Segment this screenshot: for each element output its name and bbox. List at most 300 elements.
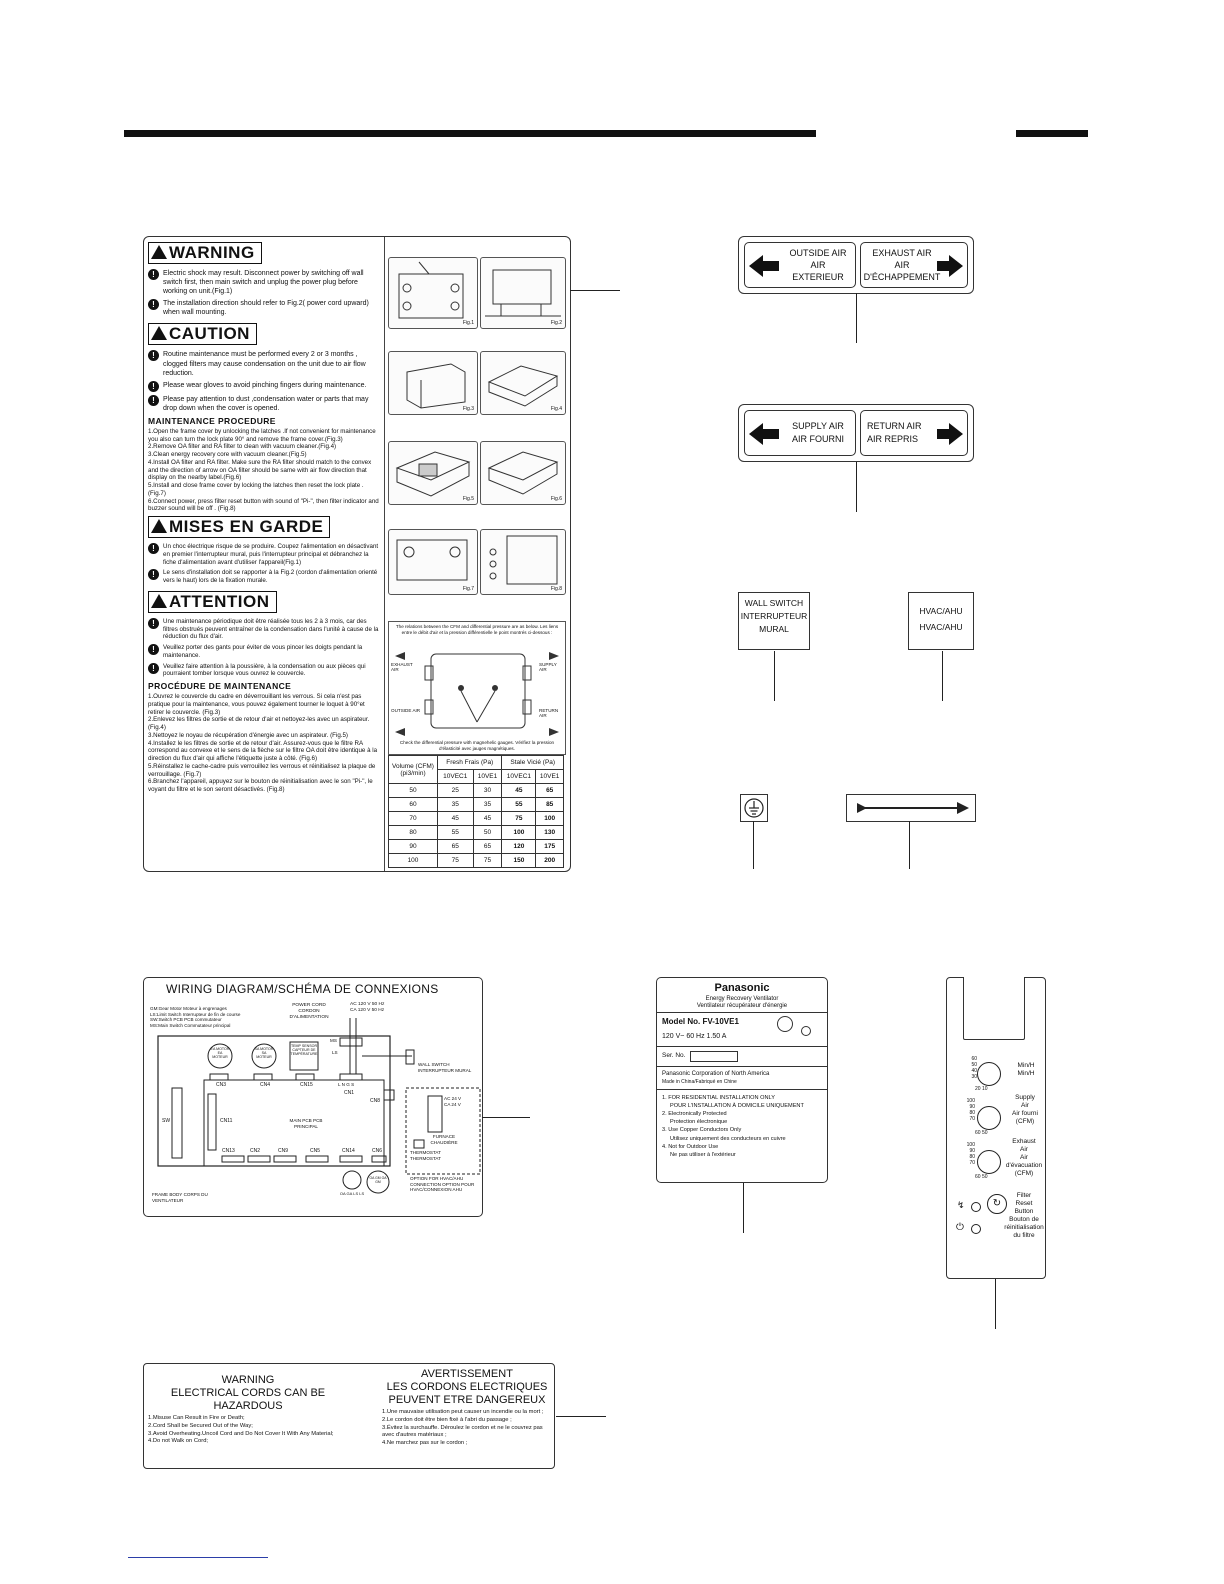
supply-air-line: SUPPLY AIR [792,421,844,431]
note-line: 1. FOR RESIDENTIAL INSTALLATION ONLY [662,1095,775,1101]
leader-line [909,821,910,869]
table-cell: 50 [473,826,502,840]
pressure-diagram [388,621,566,755]
attention-item: ! Une maintenance périodique doit être réalisée tous les 2 à 3 mois, car des filtres obstrués peuvent entraîner de la condensation dans l'unité à cause de la réduction du flux d'air. [148,618,382,641]
maintenance-step: 5.Install and close frame cover by locking the latches then reset the lock plate . (Fig.7) [148,482,364,497]
en-item: 3.Avoid Overheating.Uncoil Cord and Do Not Cover It With Any Material; [148,1430,334,1437]
warning-item: ! The installation direction should refer to Fig.2( power cord upward) when wall mounting. [148,299,382,317]
table-cell: 35 [473,798,502,812]
table-cell: 35 [438,798,474,812]
knob-scale [953,1098,975,1122]
supply-air-knob[interactable] [977,1106,1001,1130]
leader-line [482,1117,530,1118]
reset-label-line: Filter [1016,1192,1032,1199]
supply-return-label [738,404,974,462]
exhaust-air-line: AIR [894,260,910,270]
table-cell: 60 [389,798,438,812]
note-line: POUR L'INSTALLATION À DOMICILE UNIQUEMENT [670,1103,804,1110]
bottom-gm-text: OA GM OA GM [369,1176,387,1185]
reset-label-line: Button [1014,1208,1034,1215]
figure-label: Fig.5 [462,496,474,502]
supply-air-box [744,410,856,456]
ls-text: LS [332,1050,338,1055]
exclamation-icon: ! [148,299,159,310]
table-cell: 75 [438,854,474,868]
table-cell: 200 [536,854,564,868]
furnace-text: FURNACE CHAUDIÈRE [430,1134,458,1145]
knob-label-line: Air [1020,1146,1028,1153]
reset-label-line: du filtre [1013,1232,1035,1239]
caution-item: ! Please wear gloves to avoid pinching fingers during maintenance. [148,381,382,392]
leader-line [995,1279,996,1329]
volume-header: Volume (CFM) (pi3/min) [389,756,438,784]
ac24-line: CA 24 V [444,1101,461,1107]
figure-label: Fig.2 [550,320,562,326]
knob-label-line: Min/H [1017,1070,1035,1077]
scale-value: 30 [971,1074,977,1080]
model-header: 10VE1 [536,770,564,784]
knob-label-line: d'évacuation [1005,1162,1043,1169]
leader-line [942,651,943,701]
caution-item: ! Please pay attention to dust ,condensation water or parts that may drop down when the cover is opened. [148,395,382,413]
maintenance-title: MAINTENANCE PROCEDURE [148,415,276,426]
warning-item: ! Electric shock may result. Disconnect power by switching off wall switch first, then main switch and unplug the power plug before working on unit.(Fig.1) [148,269,382,296]
connector-label: CN15 [300,1082,313,1088]
exhaust-air-label [1003,1138,1045,1178]
wall-switch-line: INTERRUPTEUR [740,611,808,621]
exclamation-icon: ! [148,350,159,361]
scale-value: 80 [969,1154,975,1160]
exclamation-icon: ! [148,569,159,580]
filter-indicator-icon: ↯ [957,1200,965,1210]
figure-4 [480,351,566,415]
leader-line [556,1416,606,1417]
table-cell: 85 [536,798,564,812]
leader-line [570,290,620,291]
serial-box [690,1051,738,1062]
table-row [389,854,564,868]
scale-value: 80 [969,1110,975,1116]
en-item: 1.Misuse Can Result in Fire or Death; [148,1415,245,1421]
corp-text: Panasonic Corporation of North America [662,1071,770,1077]
serial-label: Ser. No. [662,1052,686,1059]
reset-label-line: Bouton de [1009,1216,1039,1223]
diagram-label-exhaust: EXHAUST AIR [391,662,413,672]
exclamation-icon: ! [148,395,159,406]
table-row [389,784,564,798]
connector-label: CN3 [216,1082,227,1088]
return-air-text [867,420,927,446]
table-cell: 75 [502,812,536,826]
fr-item: 2.Le cordon doit être bien fixé à l'abri du passage ; [382,1416,512,1423]
table-cell: 50 [389,784,438,798]
note-line: 2. Electronically Protected [662,1111,727,1118]
mises-item: ! Un choc électrique risque de se produire. Coupez l'alimentation en désactivant en premier l'interrupteur mural, puis l'interrupteur principal et débranchez la fiche d'alimentation avant d'utiliser l'appareil(Fig.1) [148,543,382,566]
legend-line: GM:Gear Motor Moteur à engrenages [150,1006,227,1011]
frame-body-text: FRAME BODY CORPS DU VENTILATEUR [152,1192,208,1203]
figure-label: Fig.1 [462,320,474,326]
bottom-lsls-text: OA GA LS LS [339,1191,365,1196]
procedure-step: 4.Installez le les filtres de sortie et de retour d'air. Assurez-vous que le filtre RA correspond au convexe et le sens de la flèche sur le filtre OA doit être identique à la direction du flux d'air qui affiche l'étiquette juste à côté. (Fig.6) [148,739,378,763]
outside-exhaust-label [738,236,974,294]
procedure-step: 5.Réinstallez le cache-cadre puis verrouillez les verrous et réinitialisez la plaque de verrouillage. (Fig.7) [148,762,376,778]
warning-heading: WARNING [148,242,262,264]
mises-en-garde-heading: MISES EN GARDE [148,516,330,538]
figure-label: Fig.3 [462,406,474,412]
legend-line: LS:Limit Switch Interrupteur de fin de course [150,1011,241,1017]
figure-5 [388,441,478,505]
reset-label-line: Reset [1015,1200,1033,1207]
table-cell: 80 [389,826,438,840]
ea-motor-text: EA MOTOR EA MOTEUR [210,1047,230,1059]
etl-mark-icon [777,1016,793,1032]
en-item: 4.Do not Walk on Cord; [148,1438,209,1445]
warning-triangle-icon [151,594,167,608]
table-cell: 65 [536,784,564,798]
scale-value: 100 [966,1098,975,1104]
procedure-step: 2.Enlevez les filtres de sortie et de retour d'air et nettoyez-les avec un aspirateur. (Fig.4) [148,716,370,732]
table-cell: 65 [438,840,474,854]
unit-drawing-icon [481,530,565,594]
panel-notch [963,977,1025,1040]
knob-scale [975,1086,988,1092]
exhaust-air-line: EXHAUST AIR [872,248,932,258]
diagram-label-supply: SUPPLY AIR [539,662,557,672]
connector-label: CN6 [372,1148,383,1154]
scale-value: 70 [969,1160,975,1166]
figure-label: Fig.6 [550,496,562,502]
table-cell: 55 [438,826,474,840]
knob-label-line: Air [1020,1154,1028,1161]
table-cell: 25 [438,784,474,798]
scale-value: 90 [969,1148,975,1154]
power-cord-text: POWER CORD CORDON D'ALIMENTATION [289,1003,329,1020]
unit-drawing-icon [389,352,477,414]
unit-drawing-icon [481,258,565,328]
supply-air-label [1005,1094,1045,1126]
fr-title-line: LES CORDONS ELECTRIQUES [386,1381,548,1393]
model-header: 10VE1 [473,770,502,784]
unit-drawing-icon [389,258,477,328]
pressure-footer: Check the differential pressure with magnehelic gauges. Vérifiez la pression d'élasticité avec jauges magnétiques. [399,740,555,751]
figure-1 [388,257,478,329]
figure-label: Fig.8 [550,586,562,592]
exclamation-icon: ! [148,663,159,674]
certification-mark-icon [801,1026,811,1036]
wall-switch-line: MURAL [759,624,789,634]
scale-value: 50 [981,1174,988,1180]
divider [657,1046,827,1047]
knob-label-line: Air [1021,1102,1029,1109]
outside-air-text [781,247,855,283]
cord-warning-fr [382,1368,552,1448]
unit-drawing-icon [389,442,477,504]
column-divider [384,237,385,871]
table-cell: 100 [536,812,564,826]
scale-value: 70 [969,1116,975,1122]
model-number: Model No. FV-10VE1 [662,1017,739,1026]
warning-label-panel [143,236,571,872]
fr-title-line: PEUVENT ETRE DANGEREUX [388,1394,546,1406]
hvac-line: HVAC/AHU [919,622,963,632]
table-cell: 100 [502,826,536,840]
figure-6 [480,441,566,505]
exclamation-icon: ! [148,543,159,554]
connector-label: CN2 [250,1148,261,1154]
en-title-line: WARNING [221,1374,275,1386]
note-line: 4. Not for Outdoor Use [662,1143,719,1150]
supply-air-line: AIR FOURNI [791,434,844,444]
procedure-title: PROCÉDURE DE MAINTENANCE [148,681,292,692]
scale-value: 60 [971,1056,977,1062]
table-cell: 90 [389,840,438,854]
leader-line [856,462,857,512]
table-cell: 55 [502,798,536,812]
outside-air-line: OUTSIDE AIR [789,248,847,258]
connector-label: CN4 [260,1082,271,1088]
unit-drawing-icon [389,530,477,594]
ac24-line: AC 24 V [444,1096,462,1101]
caution-heading: CAUTION [148,323,257,345]
maintenance-step: 3.Clean energy recovery core with vacuum cleaner.(Fig.5) [148,451,307,459]
hvac-line: HVAC/AHU [919,606,963,616]
scale-value: 90 [969,1104,975,1110]
scale-value: 60 [975,1174,981,1180]
scale-value: 50 [971,1062,977,1068]
table-cell: 75 [473,854,502,868]
filter-reset-button[interactable]: ↻ [987,1194,1007,1214]
leader-line [743,1183,744,1233]
diagram-label-return: RETURN AIR [539,708,559,718]
nameplate-subtitle: Energy Recovery Ventilator [705,996,779,1002]
table-cell: 150 [502,854,536,868]
table-row [389,840,564,854]
note-line: Ne pas utiliser à l'extérieur [670,1151,736,1158]
ac-line: AC 120 V 50 Hz [350,1002,385,1007]
leader-line [753,821,754,869]
lngs-text: L N G S [338,1082,355,1087]
reset-label-line: réinitialisation [1004,1224,1044,1231]
unit-drawing-icon [481,352,565,414]
made-text: Made in China/Fabriqué en Chine [662,1079,737,1085]
legend-line: MS:Main Switch Commutateur principal [150,1023,231,1029]
divider [657,1066,827,1067]
model-header: 10VEC1 [502,770,536,784]
outside-air-box [744,242,856,288]
arrow-left-icon [749,423,779,445]
arrow-left-icon [749,255,779,277]
control-panel-label [946,977,1046,1279]
table-cell: 30 [473,784,502,798]
pressure-note: The relations between the CFM and differential pressure are as below. Les liens entre le débit d'air et la pression différentielle le point montrés ci-dessous : [395,624,559,635]
ground-symbol-label [740,794,768,822]
connector-label: CN9 [278,1148,289,1154]
sw-text: SW [162,1118,171,1124]
main-pcb-text: MAIN PCB PCB PRINCIPAL [289,1118,323,1129]
supply-air-text [781,420,855,446]
en-item: 2.Cord Shall be Secured Out of the Way; [148,1422,253,1429]
procedure-step: 1.Ouvrez le couvercle du cadre en déverrouillant les verrous. Si cela n'est pas pratique pour la maintenance, vous pouvez également tourner le loquet à 90°et retirer le couvercle. (Fig.3) [148,693,365,716]
ground-icon [741,795,767,821]
exclamation-icon: ! [148,381,159,392]
note-line: Utilisez uniquement des conducteurs en cuivre [670,1135,786,1142]
knob-label-line: Supply [1015,1094,1035,1101]
exhaust-air-box [860,242,968,288]
nameplate-subtitle-fr: Ventilateur récupérateur d'énergie [696,1003,788,1009]
fresh-header: Fresh Frais (Pa) [438,756,502,770]
exclamation-icon: ! [148,644,159,655]
table-cell: 65 [473,840,502,854]
leader-line [856,293,857,343]
scale-value: 10 [981,1086,988,1092]
warning-triangle-icon [151,245,167,259]
table-cell: 45 [438,812,474,826]
exclamation-icon: ! [148,269,159,280]
table-header-row [389,756,564,770]
divider [657,1012,827,1013]
cfm-pressure-table [388,755,564,868]
return-air-box [860,410,968,456]
figure-2 [480,257,566,329]
airflow-arrow-icon [847,795,975,821]
exhaust-air-line: D'ÉCHAPPEMENT [863,272,941,282]
maintenance-step: 4.Install OA filter and RA filter. Make sure the RA filter should match to the convex and the direction of arrow on OA filter should be same with air flow direction that display on the nearby label.(Fig.6) [148,458,372,482]
figure-label: Fig.7 [462,586,474,592]
note-line: 3. Use Copper Conductors Only [662,1127,742,1134]
knob-label-line: Min/H [1017,1062,1035,1069]
figure-7 [388,529,478,595]
table-cell: 70 [389,812,438,826]
knob-scale [975,1174,988,1180]
return-air-line: RETURN AIR [867,421,922,431]
table-row [389,798,564,812]
caution-item: ! Routine maintenance must be performed every 2 or 3 months , clogged filters may cause condensation on the unit due to air flow reduction. [148,350,382,377]
wall-switch-label [738,592,810,650]
model-header: 10VEC1 [438,770,474,784]
en-title-line: HAZARDOUS [213,1400,283,1412]
connector-label: CN14 [342,1148,355,1154]
timer-label [1007,1062,1045,1078]
footer-underline [128,1557,268,1558]
knob-label-line: (CFM) [1014,1170,1034,1177]
fr-item: 3.Évitez la surchauffe. Déroulez le cordon et ne le couvrez pas avec d'autres matériaux ; [382,1424,543,1439]
knob-label-line: Exhaust [1012,1138,1036,1145]
ac24-text [444,1096,461,1108]
table-row [389,826,564,840]
scale-value: 50 [981,1130,988,1136]
cord-warning-label [143,1363,555,1469]
knob-scale [953,1142,975,1166]
en-title [148,1374,348,1413]
temp-sensor-text: TEMP SENSOR CAPTEUR DE TEMPÉRATURE [290,1044,318,1057]
brand-logo: Panasonic [714,982,770,994]
nameplate-label [656,977,828,1183]
wall-switch-line: WALL SWITCH [744,598,804,608]
wiring-title: WIRING DIAGRAM/SCHÉMA DE CONNEXIONS [166,982,439,996]
hvac-label [908,592,974,650]
sa-motor-text: SA MOTOR SA MOTEUR [254,1047,274,1059]
mises-item: ! Le sens d'installation doit se rapporter à la Fig.2 (cordon d'alimentation orienté vers le haut) lors de la fixation murale. [148,569,382,585]
warning-triangle-icon [151,519,167,533]
exclamation-icon: ! [148,618,159,629]
table-cell: 100 [389,854,438,868]
thermostat-text: THERMOSTAT THERMOSTAT [410,1150,441,1161]
table-cell: 120 [502,840,536,854]
figure-label: Fig.4 [550,406,562,412]
wiring-diagram-label [143,977,483,1217]
connector-label: CN11 [220,1118,233,1124]
warning-triangle-icon [151,326,167,340]
knob-scale [957,1056,977,1080]
arrow-right-icon [937,255,963,277]
exhaust-air-text [861,247,943,283]
filter-reset-label [1003,1192,1045,1240]
connector-label: CN13 [222,1148,235,1154]
filter-indicator-led [971,1202,981,1212]
attention-item: ! Veuillez porter des gants pour éviter de vous pincer les doigts pendant la maintenance. [148,644,382,660]
ms-text: MS [330,1038,337,1043]
pressure-unit-drawing-icon [389,636,565,736]
scale-value: 100 [966,1142,975,1148]
option-text: OPTION FOR HVAC/AHU CONNECTION OPTION POUR HVAC/CONNEXION AHU [410,1176,475,1192]
maintenance-step: 1.Open the frame cover by unlocking the latches .If not convenient for maintenance you also can turn the lock plate 90° and remove the frame cover.(Fig.3) [148,427,376,443]
divider [657,1089,827,1090]
top-rule-short [1016,130,1088,137]
procedure-step: 3.Nettoyez le noyau de récupération d'énergie avec un aspirateur. (Fig.5) [148,731,348,739]
table-cell: 175 [536,840,564,854]
en-title-line: ELECTRICAL CORDS CAN BE [170,1387,326,1399]
scale-value: 20 [975,1086,981,1092]
timer-knob[interactable] [977,1062,1001,1086]
return-air-line: AIR REPRIS [867,434,919,444]
nameplate-notes [662,1094,822,1159]
procedure-step: 6.Branchez l'appareil, appuyez sur le bouton de réinitialisation avec le son "Pi-", le voyant du filtre et le son seront désactivés. (Fig.8) [148,778,373,794]
airflow-arrow-label [846,794,976,822]
fr-items [382,1409,552,1448]
scale-value: 60 [975,1130,981,1136]
knob-label-line: Air fourni [1011,1110,1038,1117]
legend-line: SW:Switch PCB PCB commutateur [150,1017,222,1023]
table-body [389,784,564,868]
fr-item: 4.Ne marchez pas sur le cordon ; [382,1440,468,1447]
diagram-label-outside: OUTSIDE AIR [391,708,421,713]
maintenance-step: 6.Connect power, press filter reset button with sound of "Pi-", then filter indicator and buzzer sound will be off . (Fig.8) [148,497,379,513]
exhaust-air-knob[interactable] [977,1150,1001,1174]
fr-title [382,1368,552,1407]
connector-label: CN8 [370,1098,381,1104]
stale-header: Stale Vicié (Pa) [502,756,564,770]
connector-label: CN1 [344,1090,355,1096]
knob-label-line: (CFM) [1015,1118,1035,1125]
outside-air-line: AIR [810,260,826,270]
figure-8 [480,529,566,595]
maintenance-step: 2.Remove OA filter and RA filter to clean with vacuum cleaner.(Fig.4) [148,443,337,451]
connector-label: CN5 [310,1148,321,1154]
power-indicator-led [971,1224,981,1234]
top-rule [124,130,816,137]
en-items [148,1415,348,1446]
electrical-rating: 120 V~ 60 Hz 1.50 A [662,1033,727,1040]
arrow-right-icon [937,423,963,445]
table-cell: 45 [502,784,536,798]
fr-item: 1.Une mauvaise utilisation peut causer un incendie ou la mort ; [382,1409,544,1415]
power-icon: ⏻ [956,1222,964,1233]
outside-air-line: EXTERIEUR [792,272,844,282]
knob-scale [975,1130,988,1136]
attention-item: ! Veuillez faire attention à la poussière, à la condensation ou aux pièces qui pourraient tomber lorsque vous ouvrez le couvercle. [148,663,382,679]
attention-heading: ATTENTION [148,591,277,613]
note-line: Protection électronique [670,1119,728,1126]
